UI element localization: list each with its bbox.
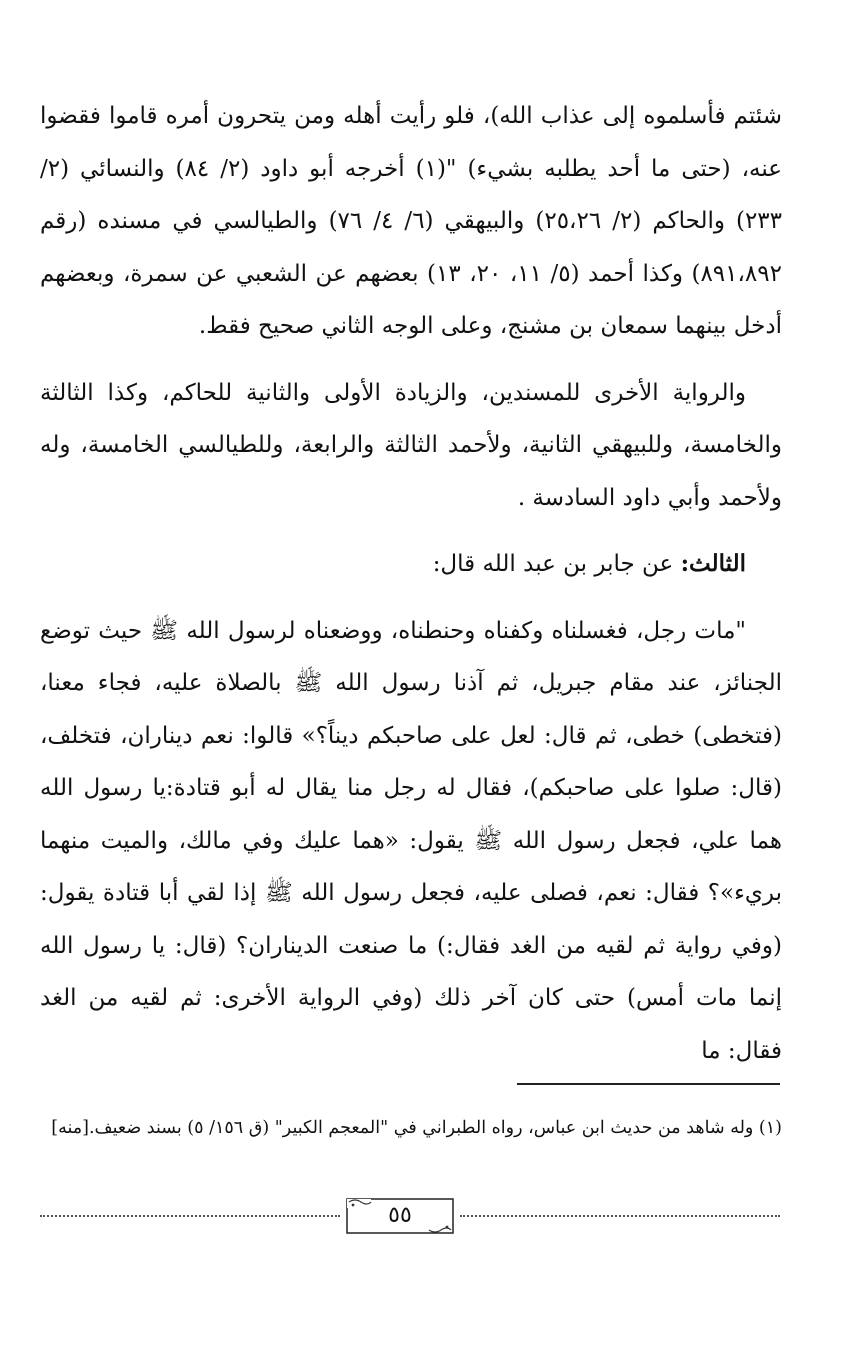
footnote-separator [517,1083,780,1085]
section-heading-line [40,538,782,591]
footer-dotted-rule-left [40,1215,340,1217]
section-heading-text: عن جابر بن عبد الله قال: [432,551,681,577]
page-number: ٥٥ [388,1203,412,1228]
paragraph-1: شئتم فأسلموه إلى عذاب الله)، فلو رأيت أهله ومن يتحرون أمره قاموا فقضوا عنه، (حتى ما أحد يطلبه بشيء) "(١) أخرجه أبو داود (٢/ ٨٤) والنسائي (٢/ ٢٣٣) والحاكم (٢/ ٢٥،٢٦) والبيهقي (٦/ ٤/ ٧٦) والطيالسي في مسنده (رقم ٨٩١،٨٩٢) وكذا أحمد (٥/ ١١، ٢٠، ١٣) بعضهم عن الشعبي عن سمرة، وبعضهم أدخل بينهما سمعان بن مشنج، وعلى الوجه الثاني صحيح فقط. [40,103,783,339]
main-text [40,90,782,1091]
footer-dotted-rule-right [460,1215,780,1217]
section-heading-label: الثالث: [680,550,746,577]
paragraph-2: والرواية الأخرى للمسندين، والزيادة الأولى والثانية للحاكم، وكذا الثالثة والخامسة، وللبيهقي الثانية، ولأحمد الثالثة والرابعة، وللطيالسي الخامسة، وله ولأحمد وأبي داود السادسة . [40,379,782,511]
paragraph-3: "مات رجل، فغسلناه وكفناه وحنطناه، ووضعناه لرسول الله ﷺ حيث توضع الجنائز، عند مقام جبريل، ثم آذنا رسول الله ﷺ بالصلاة عليه، فجاء معنا،(فتخطى) خطى، ثم قال: لعل على صاحبكم ديناً؟» قالوا: نعم ديناران، فتخلف، (قال: صلوا على صاحبكم)، فقال له رجل منا يقال له أبو قتادة:يا رسول الله هما علي، فجعل رسول الله ﷺ يقول: «هما عليك وفي مالك، والميت منهما بريء»؟ فقال: نعم، فصلى عليه، فجعل رسول الله ﷺ إذا لقي أبا قتادة يقول: (وفي رواية ثم لقيه من الغد فقال:) ما صنعت الديناران؟ (قال: يا رسول الله إنما مات أمس) حتى كان آخر ذلك (وفي الرواية الأخرى: ثم لقيه من الغد فقال: ما [40,617,782,1064]
footnote: (١) وله شاهد من حديث ابن عباس، رواه الطبراني في "المعجم الكبير" (ق ١٥٦/ ٥) بسند ضعيف.[منه] [51,1118,782,1138]
